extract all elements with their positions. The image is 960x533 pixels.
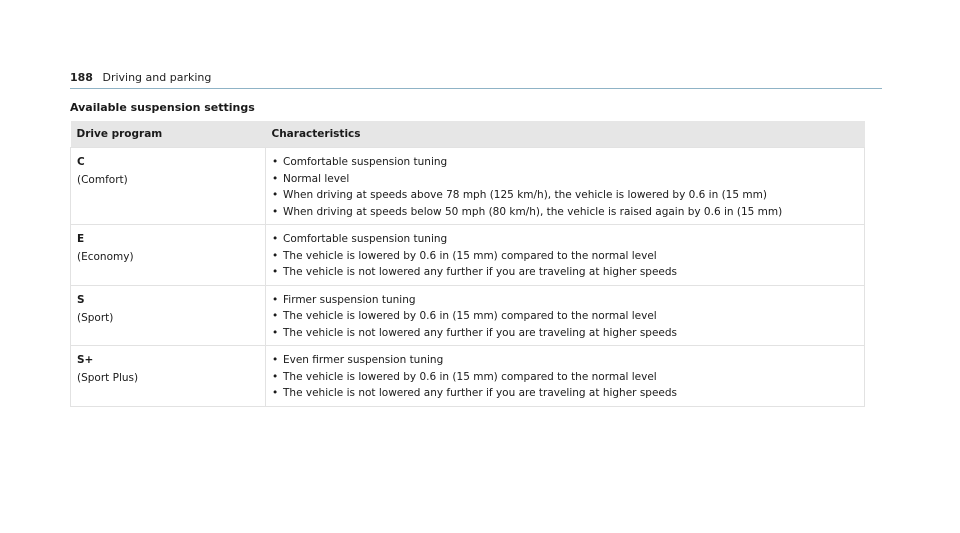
section-title: Available suspension settings (70, 101, 255, 114)
list-item-text: Firmer suspension tuning (283, 293, 416, 306)
list-item (272, 308, 858, 324)
program-code: S+ (77, 354, 94, 366)
table-row (71, 148, 865, 225)
program-name: (Comfort) (77, 174, 128, 186)
page-number: 188 (70, 71, 93, 84)
characteristics-cell (266, 285, 865, 346)
list-item-text: Normal level (283, 172, 350, 185)
characteristics-list (272, 231, 858, 280)
list-item-text: Even firmer suspension tuning (283, 354, 444, 366)
program-cell (71, 225, 266, 286)
list-item (272, 385, 858, 401)
program-cell (71, 148, 266, 225)
table-row (71, 225, 865, 286)
list-item (272, 264, 858, 280)
characteristics-cell (266, 346, 865, 407)
program-code: E (77, 233, 85, 245)
list-item (272, 187, 858, 203)
program-name: (Sport) (77, 311, 114, 324)
list-item (272, 325, 858, 341)
table-header-row (71, 121, 865, 148)
list-item-text: The vehicle is lowered by 0.6 in (15 mm) compared to the normal level (283, 370, 657, 383)
bullet-icon: • (272, 189, 279, 201)
list-item (272, 154, 858, 170)
list-item-text: The vehicle is not lowered any further if you are traveling at higher speeds (283, 326, 678, 339)
program-cell (71, 346, 266, 407)
list-item (272, 204, 858, 220)
bullet-icon: • (272, 293, 279, 306)
list-item (272, 248, 858, 264)
list-item-text: The vehicle is lowered by 0.6 in (15 mm) compared to the normal level (283, 249, 657, 262)
column-header-drive-program: Drive program (71, 121, 266, 148)
bullet-icon: • (272, 326, 279, 339)
page-header (70, 71, 211, 85)
bullet-icon: • (272, 354, 279, 366)
list-item-text: The vehicle is not lowered any further if you are traveling at higher speeds (283, 266, 678, 278)
list-item-text: The vehicle is lowered by 0.6 in (15 mm) compared to the normal level (283, 310, 657, 322)
list-item (272, 231, 858, 247)
characteristics-list (272, 154, 858, 220)
list-item (272, 369, 858, 385)
bullet-icon: • (272, 205, 279, 218)
bullet-icon: • (272, 387, 279, 399)
bullet-icon: • (272, 172, 279, 185)
program-name: (Economy) (77, 251, 134, 263)
column-header-characteristics: Characteristics (266, 121, 865, 148)
list-item-text: When driving at speeds below 50 mph (80 km/h), the vehicle is raised again by 0.6 in (15 mm) (283, 205, 783, 218)
header-rule (70, 88, 882, 89)
bullet-icon: • (272, 266, 279, 278)
bullet-icon: • (272, 310, 279, 322)
bullet-icon: • (272, 370, 279, 383)
list-item-text: Comfortable suspension tuning (283, 233, 448, 245)
list-item (272, 171, 858, 187)
bullet-icon: • (272, 156, 279, 168)
list-item (272, 352, 858, 368)
program-code: S (77, 293, 85, 306)
bullet-icon: • (272, 233, 279, 245)
characteristics-list (272, 292, 858, 341)
section-name: Driving and parking (102, 71, 212, 84)
bullet-icon: • (272, 249, 279, 262)
list-item-text: The vehicle is not lowered any further if you are traveling at higher speeds (283, 387, 678, 399)
characteristics-list (272, 352, 858, 401)
program-cell (71, 285, 266, 346)
program-name: (Sport Plus) (77, 372, 139, 384)
list-item-text: When driving at speeds above 78 mph (125 km/h), the vehicle is lowered by 0.6 in (15 mm) (283, 189, 767, 201)
suspension-settings-table (70, 121, 865, 407)
table-row (71, 346, 865, 407)
table-row (71, 285, 865, 346)
characteristics-cell (266, 148, 865, 225)
list-item (272, 292, 858, 308)
list-item-text: Comfortable suspension tuning (283, 156, 448, 168)
characteristics-cell (266, 225, 865, 286)
program-code: C (77, 156, 85, 168)
